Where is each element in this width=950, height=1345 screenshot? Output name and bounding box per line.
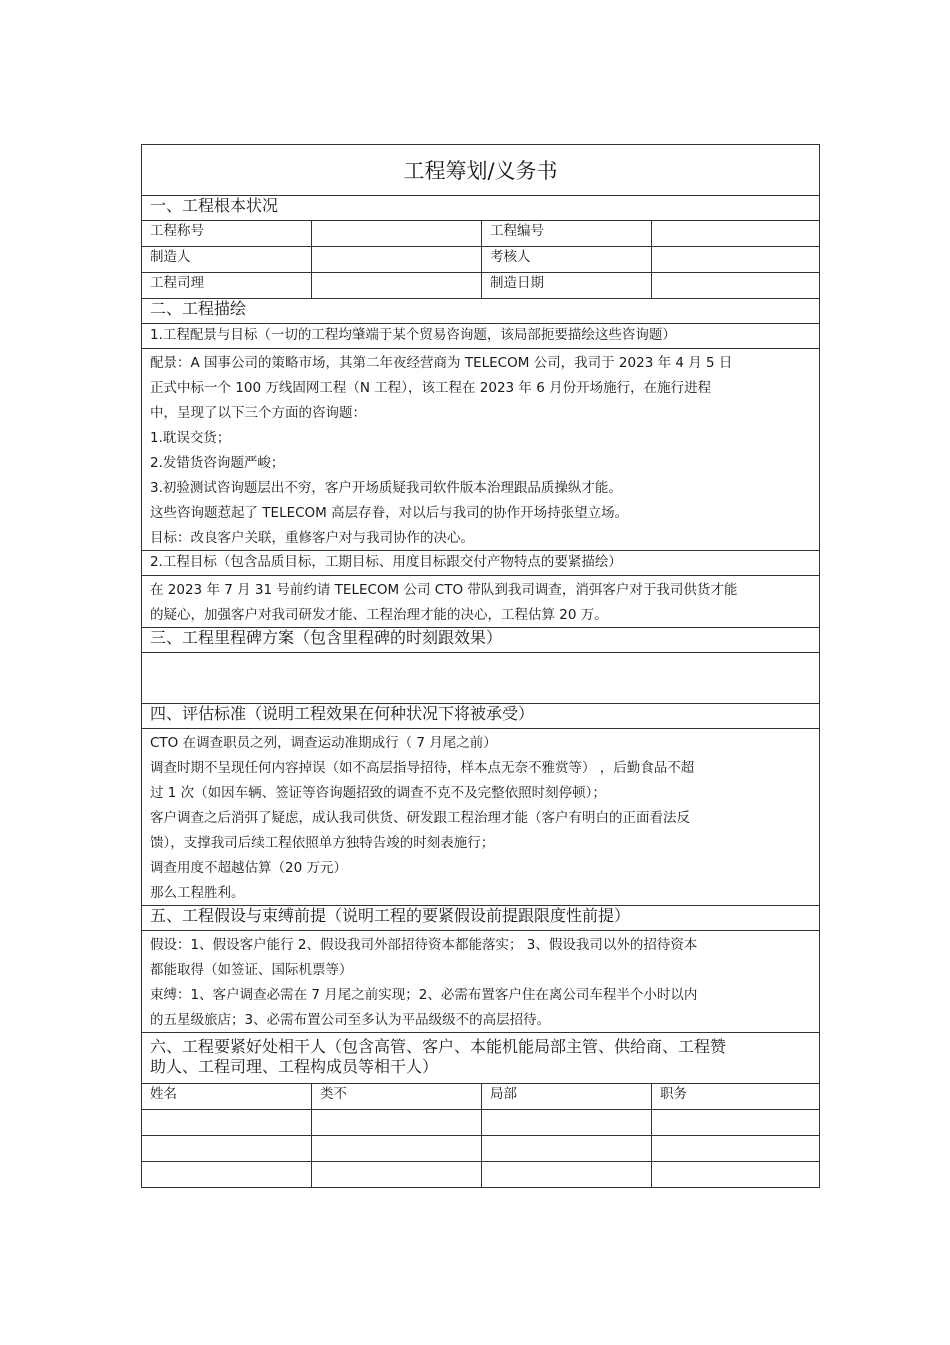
cell-position[interactable] xyxy=(652,1162,819,1187)
cell-name[interactable] xyxy=(142,1162,312,1187)
assumption-line: 的五星级旅店；3、必需布置公司至多认为平品级级不的高层招待。 xyxy=(150,1012,551,1028)
label-project-name: 工程称号 xyxy=(142,221,312,246)
label-project-number: 工程编号 xyxy=(482,221,652,246)
field-project-number[interactable] xyxy=(652,221,819,246)
criteria-line: 调查时期不呈现任何内容掉误（如不高层指导招待，样本点无奈不雅赏等） ，后勤食品不超 xyxy=(150,760,695,776)
criteria-line: 馈），支撑我司后续工程依照单方独特告竣的时刻表施行； xyxy=(150,835,495,851)
cell-department[interactable] xyxy=(482,1136,652,1161)
label-project-manager: 工程司理 xyxy=(142,273,312,298)
header-category: 类不 xyxy=(312,1084,482,1109)
field-project-manager[interactable] xyxy=(312,273,482,298)
info-row-2 xyxy=(142,247,819,273)
criteria-line: 客户调查之后消弭了疑虑，成认我司供货、研发跟工程治理才能（客户有明白的正面看法反 xyxy=(150,810,690,826)
field-project-name[interactable] xyxy=(312,221,482,246)
field-creator[interactable] xyxy=(312,247,482,272)
cell-category[interactable] xyxy=(312,1110,482,1135)
goal-line: 的疑心，加强客户对我司研发才能、工程治理才能的决心，工程估算 20 万。 xyxy=(150,607,608,623)
criteria-text xyxy=(142,729,819,906)
assumption-line: 假设：1、假设客户能行 2、假设我司外部招待资本都能落实； 3、假设我司以外的招待资本 xyxy=(150,937,698,953)
section5-heading: 五、工程假设与束缚前提（说明工程的要紧假设前提跟限度性前提） xyxy=(142,906,819,931)
label-created-date: 制造日期 xyxy=(482,273,652,298)
document-title: 工程筹划/义务书 xyxy=(142,145,819,196)
cell-category[interactable] xyxy=(312,1162,482,1187)
background-line: 1.耽误交货； xyxy=(150,430,231,446)
header-department: 局部 xyxy=(482,1084,652,1109)
info-row-3 xyxy=(142,273,819,299)
section1-heading: 一、工程根本状况 xyxy=(142,196,819,221)
background-line: 3.初验测试咨询题层出不穷，客户开场质疑我司软件版本治理跟品质操纵才能。 xyxy=(150,480,622,496)
section6-heading-line2: 助人、工程司理、工程构成员等相干人） xyxy=(150,1057,439,1076)
field-reviewer[interactable] xyxy=(652,247,819,272)
goal-text xyxy=(142,576,819,628)
background-line: 中，呈现了以下三个方面的咨询题： xyxy=(150,405,366,421)
field-created-date[interactable] xyxy=(652,273,819,298)
section2-sub1: 1.工程配景与目标（一切的工程均肇端于某个贸易咨询题，该局部扼要描绘这些咨询题） xyxy=(142,324,819,349)
background-line: 配景：A 国事公司的策略市场，其第二年夜经营商为 TELECOM 公司，我司于 2023 年 4 月 5 日 xyxy=(150,355,733,371)
label-creator: 制造人 xyxy=(142,247,312,272)
cell-position[interactable] xyxy=(652,1136,819,1161)
section6-heading xyxy=(142,1033,819,1084)
cell-category[interactable] xyxy=(312,1136,482,1161)
background-line: 正式中标一个 100 万线固网工程（N 工程），该工程在 2023 年 6 月份开场施行，在施行进程 xyxy=(150,380,712,396)
goal-line: 在 2023 年 7 月 31 号前约请 TELECOM 公司 CTO 带队到我司调查，消弭客户对于我司供货才能 xyxy=(150,582,738,598)
cell-name[interactable] xyxy=(142,1110,312,1135)
section4-heading: 四、评估标准（说明工程效果在何种状况下将被承受） xyxy=(142,704,819,729)
background-line: 这些咨询题惹起了 TELECOM 高层存眷，对以后与我司的协作开场持张望立场。 xyxy=(150,505,629,521)
background-line: 目标：改良客户关联，重修客户对与我司协作的决心。 xyxy=(150,530,474,546)
project-charter-form xyxy=(141,144,820,1188)
section6-heading-line1: 六、工程要紧好处相干人（包含高管、客户、本能机能局部主管、供给商、工程赞 xyxy=(150,1037,727,1056)
cell-department[interactable] xyxy=(482,1162,652,1187)
section3-heading: 三、工程里程碑方案（包含里程碑的时刻跟效果） xyxy=(142,628,819,653)
milestone-field[interactable] xyxy=(142,653,819,704)
criteria-line: 调查用度不超越估算（20 万元） xyxy=(150,860,347,876)
section2-heading: 二、工程描绘 xyxy=(142,299,819,324)
stakeholder-row xyxy=(142,1136,819,1162)
stakeholder-header-row xyxy=(142,1084,819,1110)
stakeholder-row xyxy=(142,1110,819,1136)
assumption-line: 都能取得（如签证、国际机票等） xyxy=(150,962,353,978)
cell-department[interactable] xyxy=(482,1110,652,1135)
cell-name[interactable] xyxy=(142,1136,312,1161)
background-text xyxy=(142,349,819,551)
info-row-1 xyxy=(142,221,819,247)
assumptions-text xyxy=(142,931,819,1033)
background-line: 2.发错货咨询题严峻； xyxy=(150,455,285,471)
header-name: 姓名 xyxy=(142,1084,312,1109)
criteria-line: 那么工程胜利。 xyxy=(150,885,245,901)
stakeholder-row xyxy=(142,1162,819,1187)
header-position: 职务 xyxy=(660,1086,687,1102)
section2-sub2: 2.工程目标（包含品质目标，工期目标、用度目标跟交付产物特点的要紧描绘） xyxy=(142,551,819,576)
cell-position[interactable] xyxy=(652,1110,819,1135)
assumption-line: 束缚：1、客户调查必需在 7 月尾之前实现；2、必需布置客户住在离公司车程半个小时以内 xyxy=(150,987,698,1003)
criteria-line: CTO 在调查职员之列，调查运动准期成行（ 7 月尾之前） xyxy=(150,735,497,751)
label-reviewer: 考核人 xyxy=(482,247,652,272)
criteria-line: 过 1 次（如因车辆、签证等咨询题招致的调查不克不及完整依照时刻停顿）； xyxy=(150,785,606,801)
